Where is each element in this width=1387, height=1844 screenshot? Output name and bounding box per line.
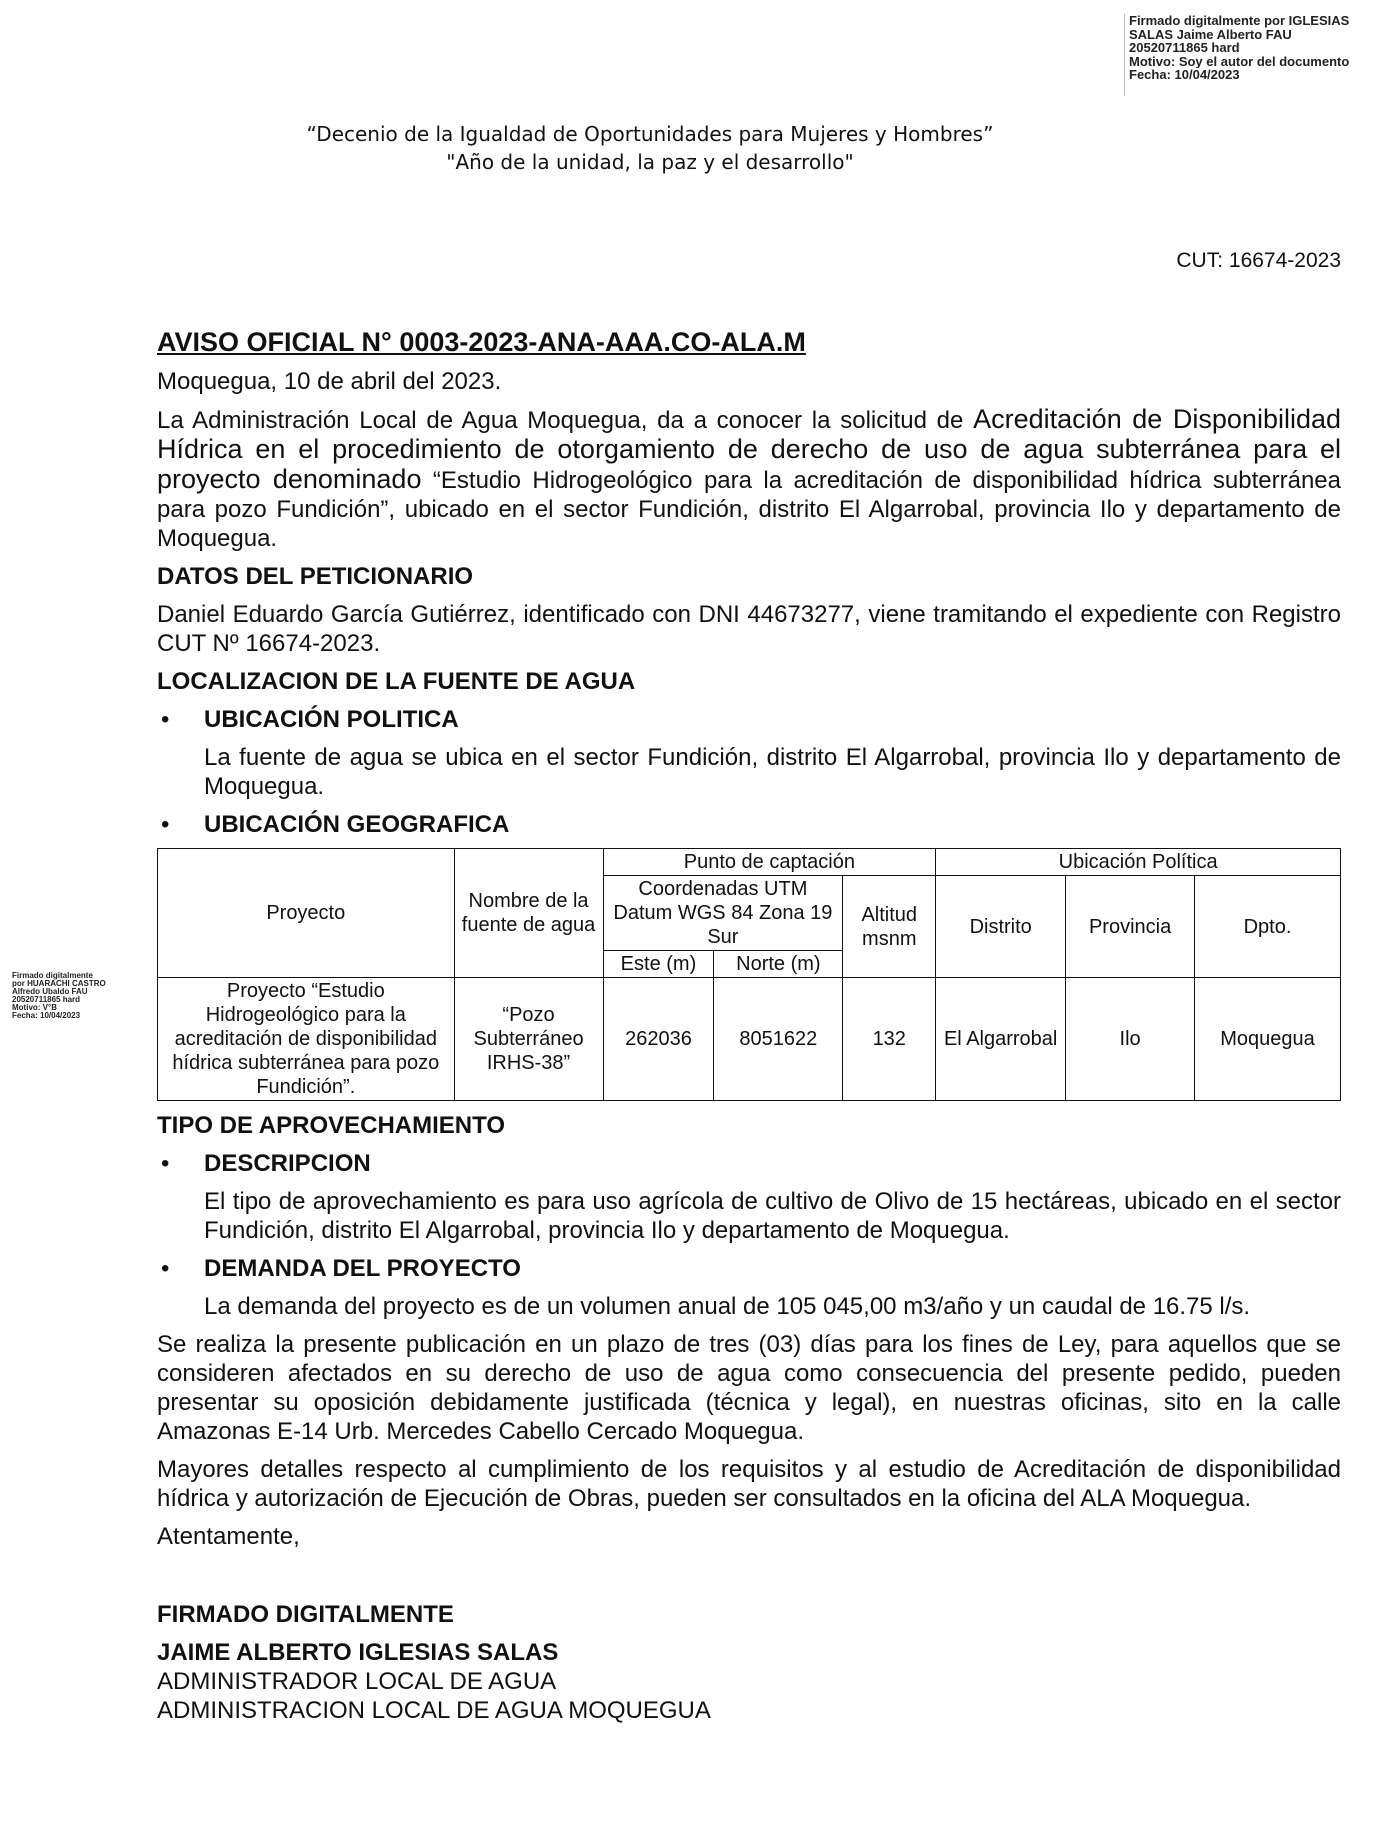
bullet-label: DESCRIPCION xyxy=(204,1150,371,1177)
table-header-row xyxy=(158,849,1341,876)
header-cell-punto: Punto de captación xyxy=(603,849,936,876)
bullet-icon: • xyxy=(161,811,170,838)
digital-signature-stamp xyxy=(1124,14,1387,96)
cell-norte: 8051622 xyxy=(714,978,843,1101)
header-cell-este: Este (m) xyxy=(603,951,714,978)
signature-block xyxy=(157,1600,1341,1725)
signature-line: Firmado digitalmente xyxy=(12,971,93,980)
header-cell-dpto: Dpto. xyxy=(1195,876,1341,978)
bullet-icon: • xyxy=(161,1255,170,1282)
signature-line: 20520711865 hard xyxy=(1129,41,1240,55)
bullet-icon: • xyxy=(161,1150,170,1177)
cut-number: CUT: 16674-2023 xyxy=(1176,249,1341,272)
bullet-ubicacion-politica xyxy=(157,705,1341,734)
peticionario-text: Daniel Eduardo García Gutiérrez, identificado con DNI 44673277, viene tramitando el expediente con Registro CUT Nº 16674-2023. xyxy=(157,601,1341,657)
cell-proyecto: Proyecto “Estudio Hidrogeológico para la acreditación de disponibilidad hídrica subterránea para pozo Fundición”. xyxy=(158,978,455,1101)
signed-digitally-label: FIRMADO DIGITALMENTE xyxy=(157,1601,454,1628)
intro-emphasis: Acreditación de Disponibilidad Hídrica en el procedimiento de otorgamiento de derecho de uso de agua subterránea para el proyecto denominado xyxy=(157,404,1341,494)
section-heading-localizacion: LOCALIZACION DE LA FUENTE DE AGUA xyxy=(157,668,636,695)
geo-location-table xyxy=(157,848,1341,1101)
bullet-demanda xyxy=(157,1254,1341,1283)
header-cell-proyecto: Proyecto xyxy=(158,849,455,978)
document-header xyxy=(0,120,1300,176)
intro-paragraph xyxy=(157,405,1341,553)
detalles-paragraph: Mayores detalles respecto al cumplimiento de los requisitos y al estudio de Acreditación de disponibilidad hídrica y autorización de Ejecución de Obras, pueden ser consultados en la oficina del ALA Moquegua. xyxy=(157,1456,1341,1512)
document-date: Moquegua, 10 de abril del 2023. xyxy=(157,368,502,395)
section-heading-aprovechamiento: TIPO DE APROVECHAMIENTO xyxy=(157,1112,506,1139)
signature-line: Fecha: 10/04/2023 xyxy=(12,1011,81,1020)
descripcion-text: El tipo de aprovechamiento es para uso agrícola de cultivo de Olivo de 15 hectáreas, ubicado en el sector Fundición, distrito El Algarrobal, provincia Ilo y departamento de Moquegua. xyxy=(204,1188,1341,1244)
bullet-label: UBICACIÓN POLITICA xyxy=(204,706,459,733)
header-cell-norte: Norte (m) xyxy=(714,951,843,978)
document-body xyxy=(157,328,1341,1725)
intro-text: La Administración Local de Agua Moquegua, da a conocer la solicitud de xyxy=(157,407,974,434)
header-cell-distrito: Distrito xyxy=(936,876,1066,978)
signature-line: Alfredo Ubaldo FAU xyxy=(12,987,88,996)
cell-distrito: El Algarrobal xyxy=(936,978,1066,1101)
section-heading-peticionario: DATOS DEL PETICIONARIO xyxy=(157,563,474,590)
cell-este: 262036 xyxy=(603,978,714,1101)
bullet-label: DEMANDA DEL PROYECTO xyxy=(204,1255,521,1282)
decade-motto: “Decenio de la Igualdad de Oportunidades para Mujeres y Hombres” xyxy=(306,122,994,146)
cell-nombre: “Pozo Subterráneo IRHS-38” xyxy=(454,978,603,1101)
cell-altitud: 132 xyxy=(843,978,936,1101)
page-title: AVISO OFICIAL N° 0003-2023-ANA-AAA.CO-ALA.M xyxy=(157,327,806,357)
header-cell-ubicacion: Ubicación Política xyxy=(936,849,1341,876)
bullet-icon: • xyxy=(161,706,170,733)
table-row xyxy=(158,978,1341,1101)
cell-dpto: Moquegua xyxy=(1195,978,1341,1101)
signature-line: Motivo: Soy el autor del documento xyxy=(1129,54,1350,68)
bullet-label: UBICACIÓN GEOGRAFICA xyxy=(204,811,510,838)
closing-text: Atentamente, xyxy=(157,1523,300,1550)
bullet-ubicacion-geografica xyxy=(157,810,1341,839)
header-cell-nombre: Nombre de la fuente de agua xyxy=(454,849,603,978)
header-cell-altitud: Altitud msnm xyxy=(843,876,936,978)
signer-office: ADMINISTRACION LOCAL DE AGUA MOQUEGUA xyxy=(157,1697,711,1724)
ubicacion-politica-text: La fuente de agua se ubica en el sector Fundición, distrito El Algarrobal, provincia Ilo y departamento de Moquegua. xyxy=(204,744,1341,800)
signature-line: SALAS Jaime Alberto FAU xyxy=(1129,27,1292,41)
signature-line: Fecha: 10/04/2023 xyxy=(1129,68,1240,82)
signature-line: 20520711865 hard xyxy=(12,995,81,1004)
approval-signature-stamp xyxy=(12,972,127,1020)
signer-role: ADMINISTRADOR LOCAL DE AGUA xyxy=(157,1668,557,1695)
signature-line: Firmado digitalmente por IGLESIAS xyxy=(1129,14,1350,28)
signature-line: por HUARACHI CASTRO xyxy=(12,979,106,988)
publicacion-paragraph: Se realiza la presente publicación en un plazo de tres (03) días para los fines de Ley, para aquellos que se consideren afectados en su derecho de uso de agua como consecuencia del presente pedido, pueden presentar su oposición debidamente justificada (técnica y legal), en nuestras oficinas, sito en la calle Amazonas E-14 Urb. Mercedes Cabello Cercado Moquegua. xyxy=(157,1331,1341,1445)
bullet-descripcion xyxy=(157,1149,1341,1178)
signer-name: JAIME ALBERTO IGLESIAS SALAS xyxy=(157,1639,559,1666)
year-motto: "Año de la unidad, la paz y el desarrollo" xyxy=(446,150,854,174)
intro-text-end: “Estudio Hidrogeológico para la acreditación de disponibilidad hídrica subterránea para pozo Fundición”, ubicado en el sector Fundición, distrito El Algarrobal, provincia Ilo y departamento de Moquegua. xyxy=(157,467,1341,552)
demanda-text: La demanda del proyecto es de un volumen anual de 105 045,00 m3/año y un caudal de 16.75 l/s. xyxy=(204,1293,1251,1320)
header-cell-provincia: Provincia xyxy=(1066,876,1195,978)
cell-provincia: Ilo xyxy=(1066,978,1195,1101)
signature-line: Motivo: V°B xyxy=(12,1003,57,1012)
header-cell-coordenadas: Coordenadas UTM Datum WGS 84 Zona 19 Sur xyxy=(603,876,843,951)
